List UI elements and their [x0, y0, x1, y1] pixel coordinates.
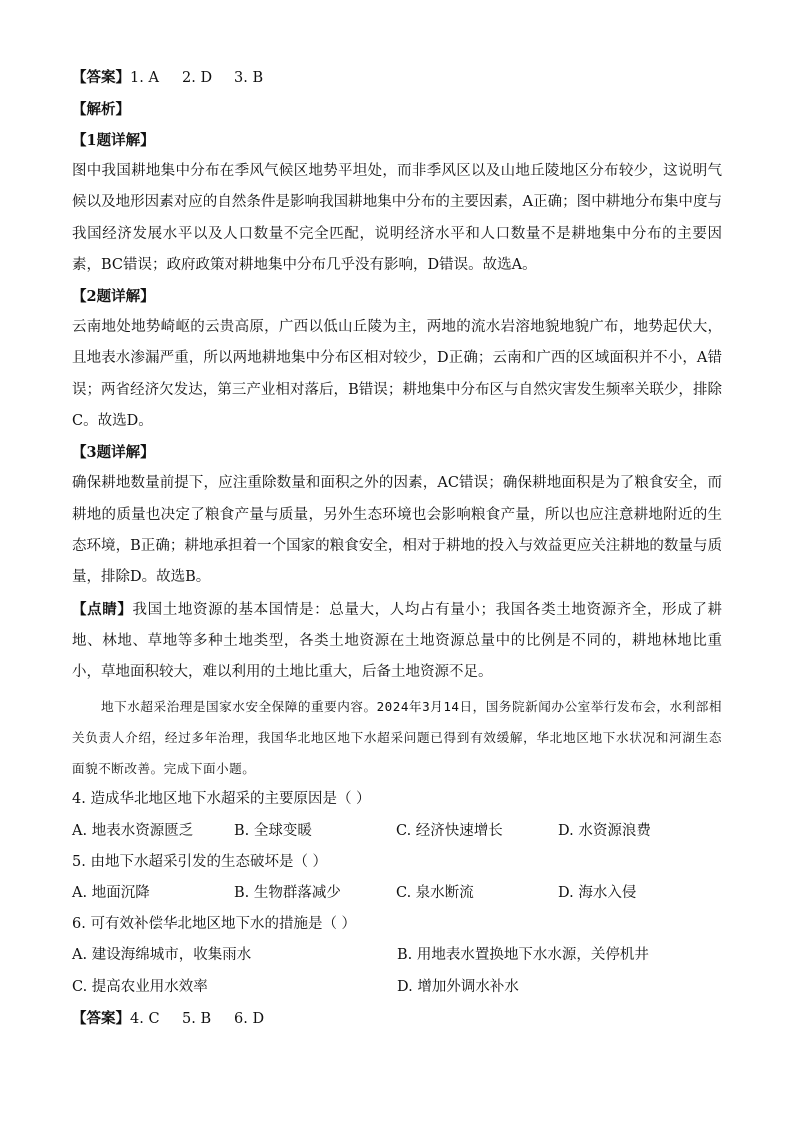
option-b: B. 全球变暖 — [234, 822, 312, 839]
option-b: B. 生物群落减少 — [234, 885, 341, 902]
question-6-options-row-1 — [72, 940, 722, 971]
q1-heading: 【1题详解】 — [72, 132, 155, 149]
question-5-options — [72, 878, 722, 909]
question-5-stem: 5. 由地下水超采引发的生态破坏是（ ） — [72, 853, 328, 870]
answer-line-2 — [72, 1003, 722, 1035]
answer-item: 2. D — [182, 70, 213, 86]
document-page — [72, 62, 722, 1035]
option-c: C. 经济快速增长 — [396, 822, 503, 839]
answer-item: 6. D — [234, 1010, 265, 1027]
q3-heading: 【3题详解】 — [72, 444, 155, 462]
q2-heading: 【2题详解】 — [72, 288, 155, 306]
question-6-stem: 6. 可有效补偿华北地区地下水的措施是（ ） — [72, 916, 357, 933]
answer-item: 4. C — [130, 1010, 160, 1027]
highlight-note — [72, 594, 722, 689]
reading-material: 地下水超采治理是国家水安全保障的重要内容。2024年3月14日，国务院新闻办公室举行发布会，水利部相关负责人介绍，经过多年治理，我国华北地区地下水超采问题已得到有效缓解，华北地区地下水状况和河湖生态面貌不断改善。完成下面小题。 — [72, 699, 722, 777]
answer-item: 5. B — [182, 1010, 212, 1027]
question-4-stem: 4. 造成华北地区地下水超采的主要原因是（ ） — [72, 791, 371, 808]
q1-explanation: 图中我国耕地集中分布在季风气候区地势平坦处，而非季风区以及山地丘陵地区分布较少，这说明气候以及地形因素对应的自然条件是影响我国耕地集中分布的主要因素，A正确；图中耕地分布集中度与我国经济发展水平以及人口数量不完全匹配，说明经济水平和人口数量不是耕地集中分布的主要因素，BC错误；政府政策对耕地集中分布几乎没有影响，D错误。故选A。 — [72, 163, 722, 273]
option-d: D. 水资源浪费 — [558, 822, 651, 839]
option-a: A. 建设海绵城市，收集雨水 — [72, 947, 252, 964]
analysis-label: 【解析】 — [72, 101, 130, 118]
q2-explanation: 云南地处地势崎岖的云贵高原，广西以低山丘陵为主，两地的流水岩溶地貌地貌广布，地势起伏大，且地表水渗漏严重，所以两地耕地集中分布区相对较少，D正确；云南和广西的区域面积并不小，A错误；两省经济欠发达，第三产业相对落后，B错误；耕地集中分布区与自然灾害发生频率关联少，排除C。故选D。 — [72, 319, 722, 430]
option-a: A. 地表水资源匮乏 — [72, 822, 194, 839]
answer-item: 1. A — [130, 70, 159, 86]
question-4-options — [72, 816, 722, 847]
option-b: B. 用地表水置换地下水水源，关停机井 — [397, 947, 649, 964]
question-6-options-row-2 — [72, 972, 722, 1003]
answer-item: 3. B — [234, 70, 264, 86]
option-d: D. 增加外调水补水 — [397, 978, 519, 995]
option-a: A. 地面沉降 — [72, 885, 150, 902]
answer-label: 【答案】 — [72, 69, 130, 86]
answer-line-1 — [72, 62, 722, 94]
highlight-text: 我国土地资源的基本国情是：总量大，人均占有量小；我国各类土地资源齐全，形成了耕地、林地、草地等多种土地类型，各类土地资源在土地资源总量中的比例是不同的，耕地林地比重小，草地面积较大，难以利用的土地比重大，后备土地资源不足。 — [72, 601, 723, 681]
highlight-label: 【点睛】 — [72, 600, 133, 618]
answer-label: 【答案】 — [72, 1009, 130, 1027]
option-d: D. 海水入侵 — [558, 885, 637, 902]
q3-explanation: 确保耕地数量前提下，应注重除数量和面积之外的因素，AC错误；确保耕地面积是为了粮食安全，而耕地的质量也决定了粮食产量与质量，另外生态环境也会影响粮食产量，所以也应注意耕地附近的生态环境，B正确；耕地承担着一个国家的粮食安全，相对于耕地的投入与效益更应关注耕地的数量与质量，排除D。故选B。 — [72, 475, 722, 586]
option-c: C. 泉水断流 — [396, 885, 474, 902]
option-c: C. 提高农业用水效率 — [72, 978, 208, 995]
